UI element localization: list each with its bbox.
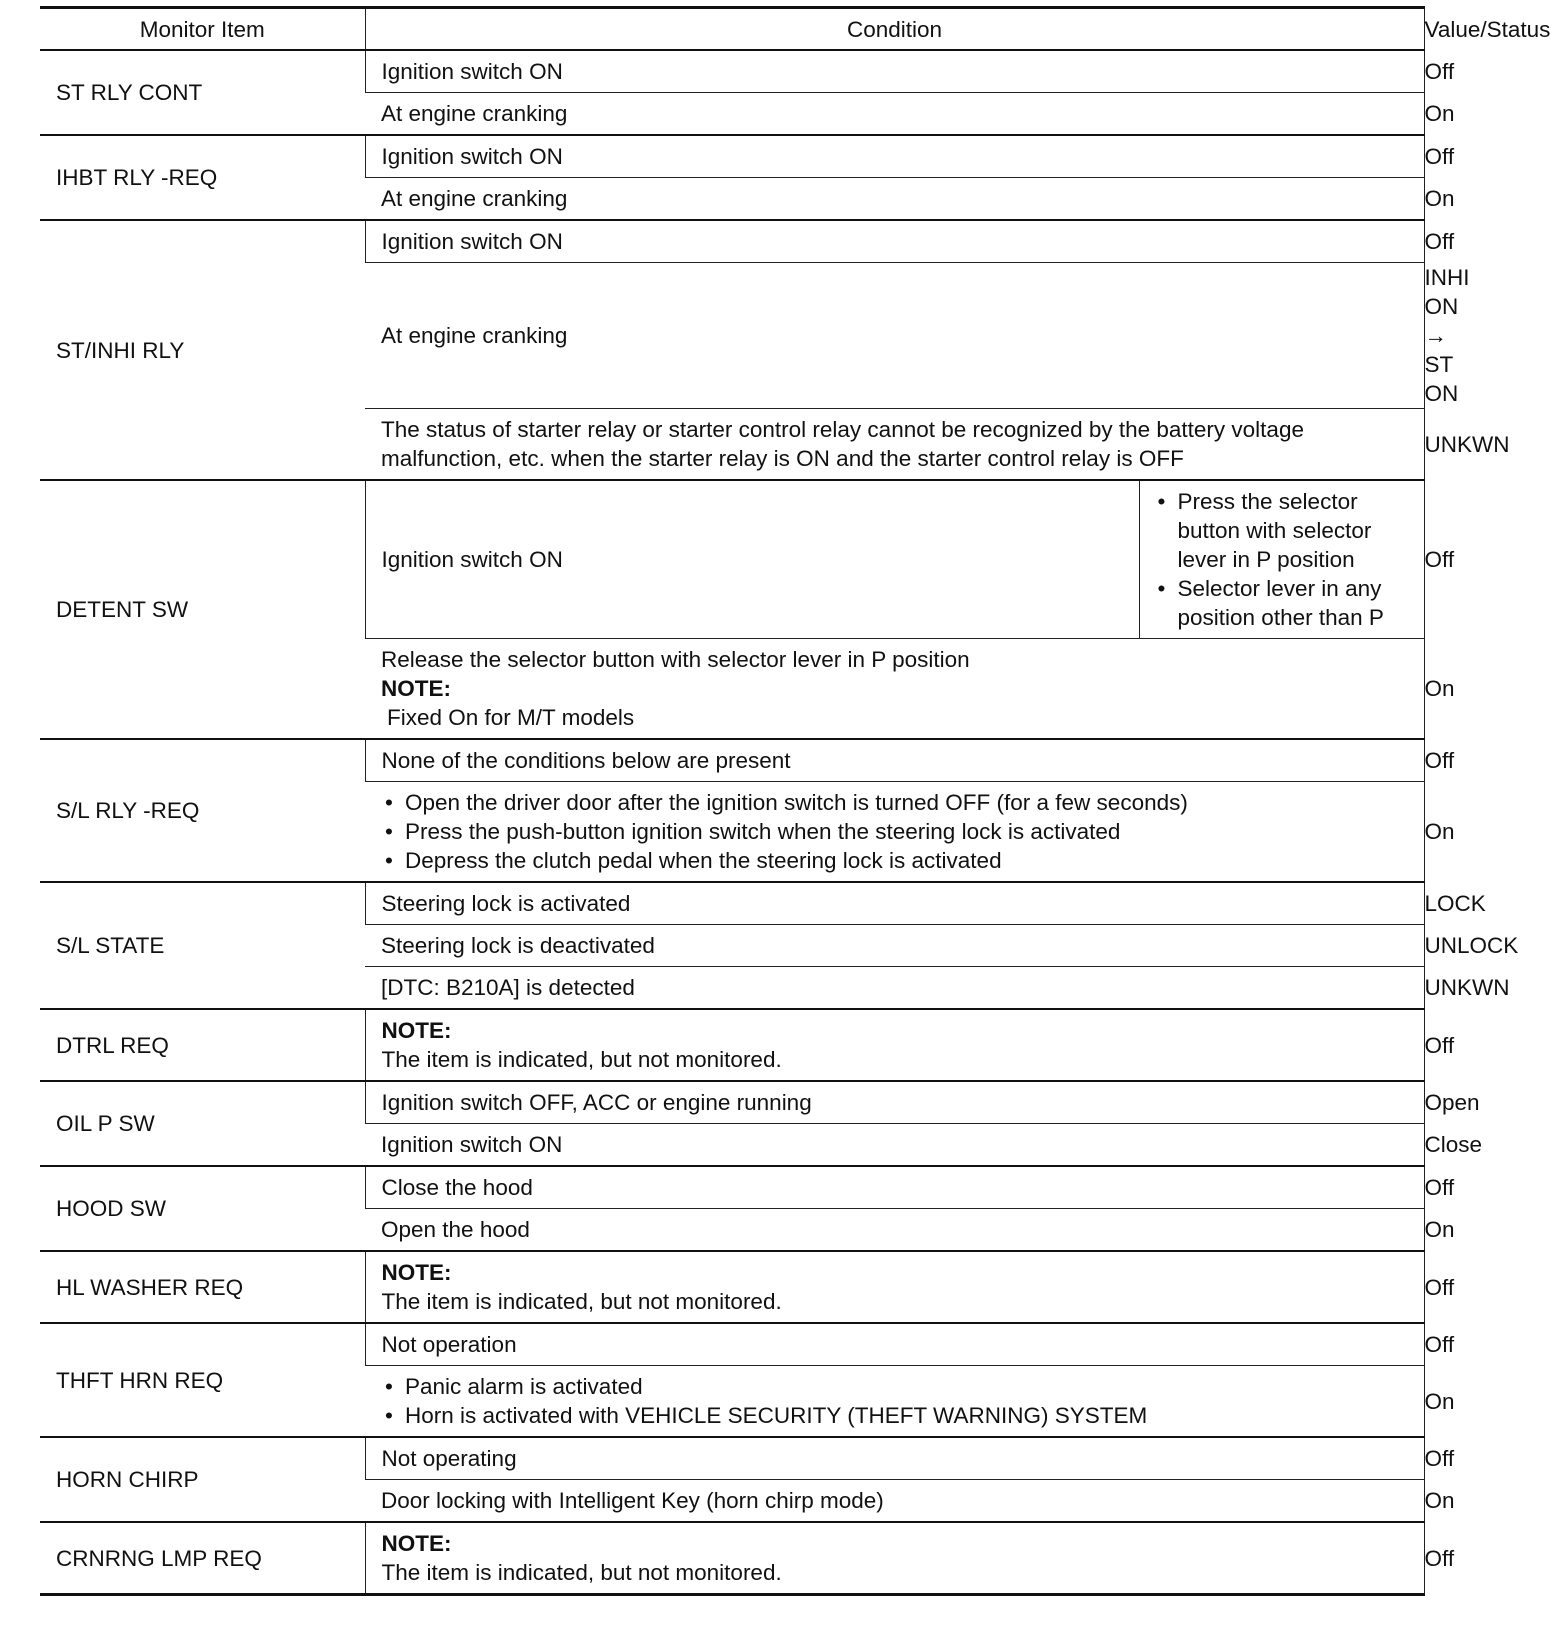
- header-condition: Condition: [365, 8, 1424, 51]
- table-row: OIL P SW Ignition switch OFF, ACC or engine running Open: [40, 1081, 1424, 1124]
- list-item: • Panic alarm is activated: [381, 1372, 1412, 1401]
- condition-list: [381, 788, 1412, 875]
- monitor-item-cell: ST/INHI RLY: [40, 220, 365, 480]
- table-row: HORN CHIRP Not operating Off: [40, 1437, 1424, 1480]
- table-row: [DTC: B210A] is detected UNKWN: [40, 967, 1424, 1010]
- monitor-item-cell: S/L RLY -REQ: [40, 739, 365, 882]
- table-row: Door locking with Intelligent Key (horn chirp mode) On: [40, 1480, 1424, 1523]
- condition-cell: Ignition switch ON: [365, 1124, 1424, 1167]
- condition-cell: Ignition switch OFF, ACC or engine running: [365, 1081, 1424, 1124]
- table-row: CRNRNG LMP REQ NOTE: The item is indicated, but not monitored. Off: [40, 1522, 1424, 1595]
- note-text: Fixed On for M/T models: [387, 705, 635, 730]
- condition-cell: Close the hood: [365, 1166, 1424, 1209]
- table-row: • Panic alarm is activated • Horn is activated with VEHICLE SECURITY (THEFT WARNING) SYSTEM On: [40, 1366, 1424, 1438]
- condition-cell: Not operation: [365, 1323, 1424, 1366]
- table-row: IHBT RLY -REQ Ignition switch ON Off: [40, 135, 1424, 178]
- table-row: At engine cranking On: [40, 178, 1424, 221]
- condition-cell: [365, 782, 1424, 883]
- condition-cell: Ignition switch ON: [365, 220, 1424, 263]
- list-item: • Open the driver door after the ignition switch is turned OFF (for a few seconds): [381, 788, 1412, 817]
- monitor-item-cell: ST RLY CONT: [40, 50, 365, 135]
- list-item: • Press the selector button with selector lever in P position: [1154, 487, 1414, 574]
- condition-cell: Steering lock is deactivated: [365, 925, 1424, 967]
- monitor-item-table-sheet: [40, 6, 1550, 1596]
- list-item: • Horn is activated with VEHICLE SECURITY (THEFT WARNING) SYSTEM: [381, 1401, 1412, 1430]
- table-row: DETENT SW Ignition switch ON • Press the selector button with selector lever in P position • Selector lever in any position other than P Off: [40, 480, 1424, 639]
- table-row: S/L RLY -REQ None of the conditions below are present Off: [40, 739, 1424, 782]
- condition-cell: [365, 1522, 1424, 1595]
- list-item: • Selector lever in any position other than P: [1154, 574, 1414, 632]
- table-row: Ignition switch ON Close: [40, 1124, 1424, 1167]
- note-text: The item is indicated, but not monitored.: [381, 1289, 782, 1314]
- table-row: HOOD SW Close the hood Off: [40, 1166, 1424, 1209]
- monitor-item-cell: HL WASHER REQ: [40, 1251, 365, 1323]
- condition-cell: [DTC: B210A] is detected: [365, 967, 1424, 1010]
- monitor-item-cell: OIL P SW: [40, 1081, 365, 1166]
- note-label: NOTE:: [381, 1260, 452, 1285]
- monitor-item-cell: HOOD SW: [40, 1166, 365, 1251]
- condition-cell: [365, 1009, 1424, 1081]
- note-label: NOTE:: [381, 676, 451, 701]
- table-header-row: Monitor Item Condition Value/Status: [40, 8, 1424, 51]
- note-text: The item is indicated, but not monitored.: [381, 1560, 782, 1585]
- table-row: DTRL REQ NOTE: The item is indicated, but not monitored. Off: [40, 1009, 1424, 1081]
- monitor-item-cell: S/L STATE: [40, 882, 365, 1009]
- note-text: The item is indicated, but not monitored.: [381, 1047, 782, 1072]
- condition-cell: The status of starter relay or starter control relay cannot be recognized by the battery voltage malfunction, etc. when the starter relay is ON and the starter control relay is OFF: [365, 409, 1424, 481]
- list-item: • Depress the clutch pedal when the steering lock is activated: [381, 846, 1412, 875]
- condition-cell: Not operating: [365, 1437, 1424, 1480]
- table-row: HL WASHER REQ NOTE: The item is indicated, but not monitored. Off: [40, 1251, 1424, 1323]
- header-monitor-item: Monitor Item: [40, 8, 365, 51]
- sub-condition-cell: [1139, 480, 1424, 639]
- condition-cell: Door locking with Intelligent Key (horn chirp mode): [365, 1480, 1424, 1523]
- sub-condition-list: [1154, 487, 1414, 632]
- table-row: Release the selector button with selector lever in P position NOTE: Fixed On for M/T models On: [40, 639, 1424, 740]
- monitor-item-cell: THFT HRN REQ: [40, 1323, 365, 1437]
- monitor-item-cell: IHBT RLY -REQ: [40, 135, 365, 220]
- table-row: At engine cranking INHI ON → ST ON: [40, 263, 1424, 409]
- table-row: • Open the driver door after the ignition switch is turned OFF (for a few seconds) • Press the push-button ignition switch when the steering lock is activated • Depress the clutch pedal when the steering lock is activated On: [40, 782, 1424, 883]
- condition-cell: Ignition switch ON: [365, 135, 1424, 178]
- monitor-item-cell: DTRL REQ: [40, 1009, 365, 1081]
- monitor-item-cell: CRNRNG LMP REQ: [40, 1522, 365, 1595]
- table-row: THFT HRN REQ Not operation Off: [40, 1323, 1424, 1366]
- monitor-item-table: [40, 6, 1550, 1596]
- condition-cell: At engine cranking: [365, 263, 1424, 409]
- note-label: NOTE:: [381, 1531, 452, 1556]
- note-label: NOTE:: [381, 1018, 452, 1043]
- condition-cell: None of the conditions below are present: [365, 739, 1424, 782]
- condition-cell: [365, 1366, 1424, 1438]
- table-row: Open the hood On: [40, 1209, 1424, 1252]
- condition-cell: At engine cranking: [365, 93, 1424, 136]
- condition-cell: Steering lock is activated: [365, 882, 1424, 925]
- condition-cell: Ignition switch ON: [365, 50, 1424, 93]
- condition-cell: [365, 639, 1424, 740]
- condition-cell: At engine cranking: [365, 178, 1424, 221]
- condition-text: Release the selector button with selector lever in P position: [381, 647, 970, 672]
- monitor-item-cell: HORN CHIRP: [40, 1437, 365, 1522]
- condition-cell: Ignition switch ON: [365, 480, 1139, 639]
- condition-cell: Open the hood: [365, 1209, 1424, 1252]
- list-item: • Press the push-button ignition switch when the steering lock is activated: [381, 817, 1412, 846]
- table-row: The status of starter relay or starter control relay cannot be recognized by the battery voltage malfunction, etc. when the starter relay is ON and the starter control relay is OFF UNKWN: [40, 409, 1424, 481]
- condition-cell: [365, 1251, 1424, 1323]
- table-row: Steering lock is deactivated UNLOCK: [40, 925, 1424, 967]
- table-row: ST RLY CONT Ignition switch ON Off: [40, 50, 1424, 93]
- table-row: ST/INHI RLY Ignition switch ON Off: [40, 220, 1424, 263]
- table-row: At engine cranking On: [40, 93, 1424, 136]
- table-row: S/L STATE Steering lock is activated LOCK: [40, 882, 1424, 925]
- monitor-item-cell: DETENT SW: [40, 480, 365, 739]
- condition-list: [381, 1372, 1412, 1430]
